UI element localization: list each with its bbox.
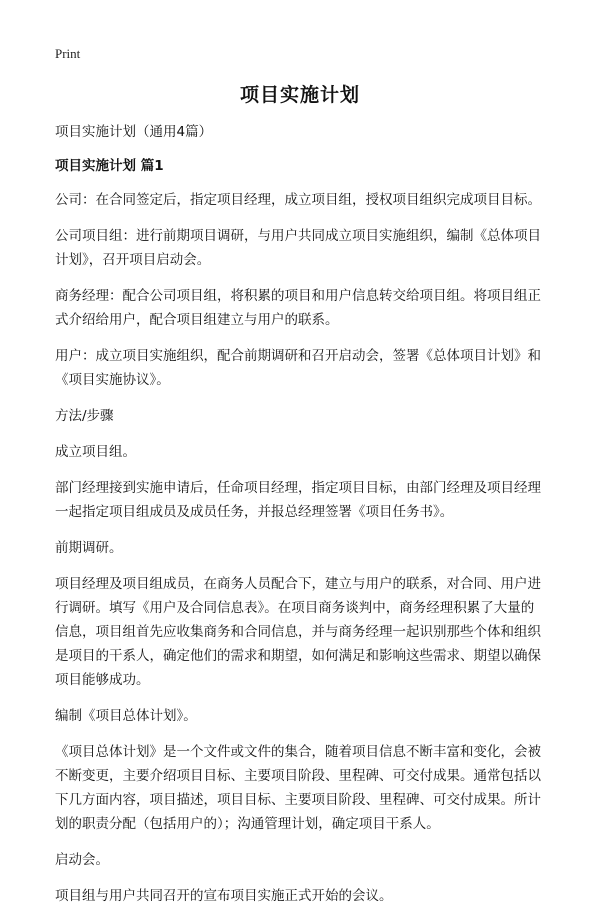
paragraph-user: 用户：成立项目实施组织，配合前期调研和召开启动会，签署《总体项目计划》和《项目实施协议》。	[55, 348, 541, 388]
paragraph-methods-steps: 方法/步骤	[55, 408, 114, 424]
paragraph-business-manager: 商务经理：配合公司项目组，将积累的项目和用户信息转交给项目组。将项目组正式介绍给用户，配合项目组建立与用户的联系。	[55, 288, 541, 328]
paragraph-company: 公司：在合同签定后，指定项目经理，成立项目组，授权项目组织完成项目目标。	[55, 192, 541, 208]
paragraph-kickoff-detail: 项目组与用户共同召开的宣布项目实施正式开始的会议。	[55, 888, 393, 904]
document-title: 项目实施计划	[239, 84, 360, 106]
section-heading: 项目实施计划 篇1	[55, 158, 164, 174]
paragraph-step-plan: 编制《项目总体计划》。	[55, 708, 197, 724]
document-body	[55, 120, 547, 920]
document-subtitle: 项目实施计划（通用4篇）	[55, 124, 213, 140]
paragraph-step-research: 前期调研。	[55, 540, 123, 556]
paragraph-step-form-team: 成立项目组。	[55, 444, 136, 460]
paragraph-plan-detail: 《项目总体计划》是一个文件或文件的集合，随着项目信息不断丰富和变化，会被不断变更，主要介绍项目目标、主要项目阶段、里程碑、可交付成果。通常包括以下几方面内容，项目描述，项目目标、主要项目阶段、里程碑、可交付成果。所计划的职责分配（包括用户的）；沟通管理计划，确定项目干系人。	[55, 744, 541, 832]
paragraph-project-team: 公司项目组：进行前期项目调研，与用户共同成立项目实施组织，编制《总体项目计划》，召开项目启动会。	[55, 228, 541, 268]
paragraph-form-team-detail: 部门经理接到实施申请后，任命项目经理，指定项目目标，由部门经理及项目经理一起指定项目组成员及成员任务，并报总经理签署《项目任务书》。	[55, 480, 541, 520]
print-link[interactable]: Print	[55, 46, 81, 61]
paragraph-research-detail: 项目经理及项目组成员，在商务人员配合下，建立与用户的联系，对合同、用户进行调研。填写《用户及合同信息表》。在项目商务谈判中，商务经理积累了大量的信息，项目组首先应收集商务和合同信息，并与商务经理一起识别那些个体和组织是项目的干系人，确定他们的需求和期望，如何满足和影响这些需求、期望以确保项目能够成功。	[55, 576, 541, 688]
paragraph-step-kickoff: 启动会。	[55, 852, 109, 868]
